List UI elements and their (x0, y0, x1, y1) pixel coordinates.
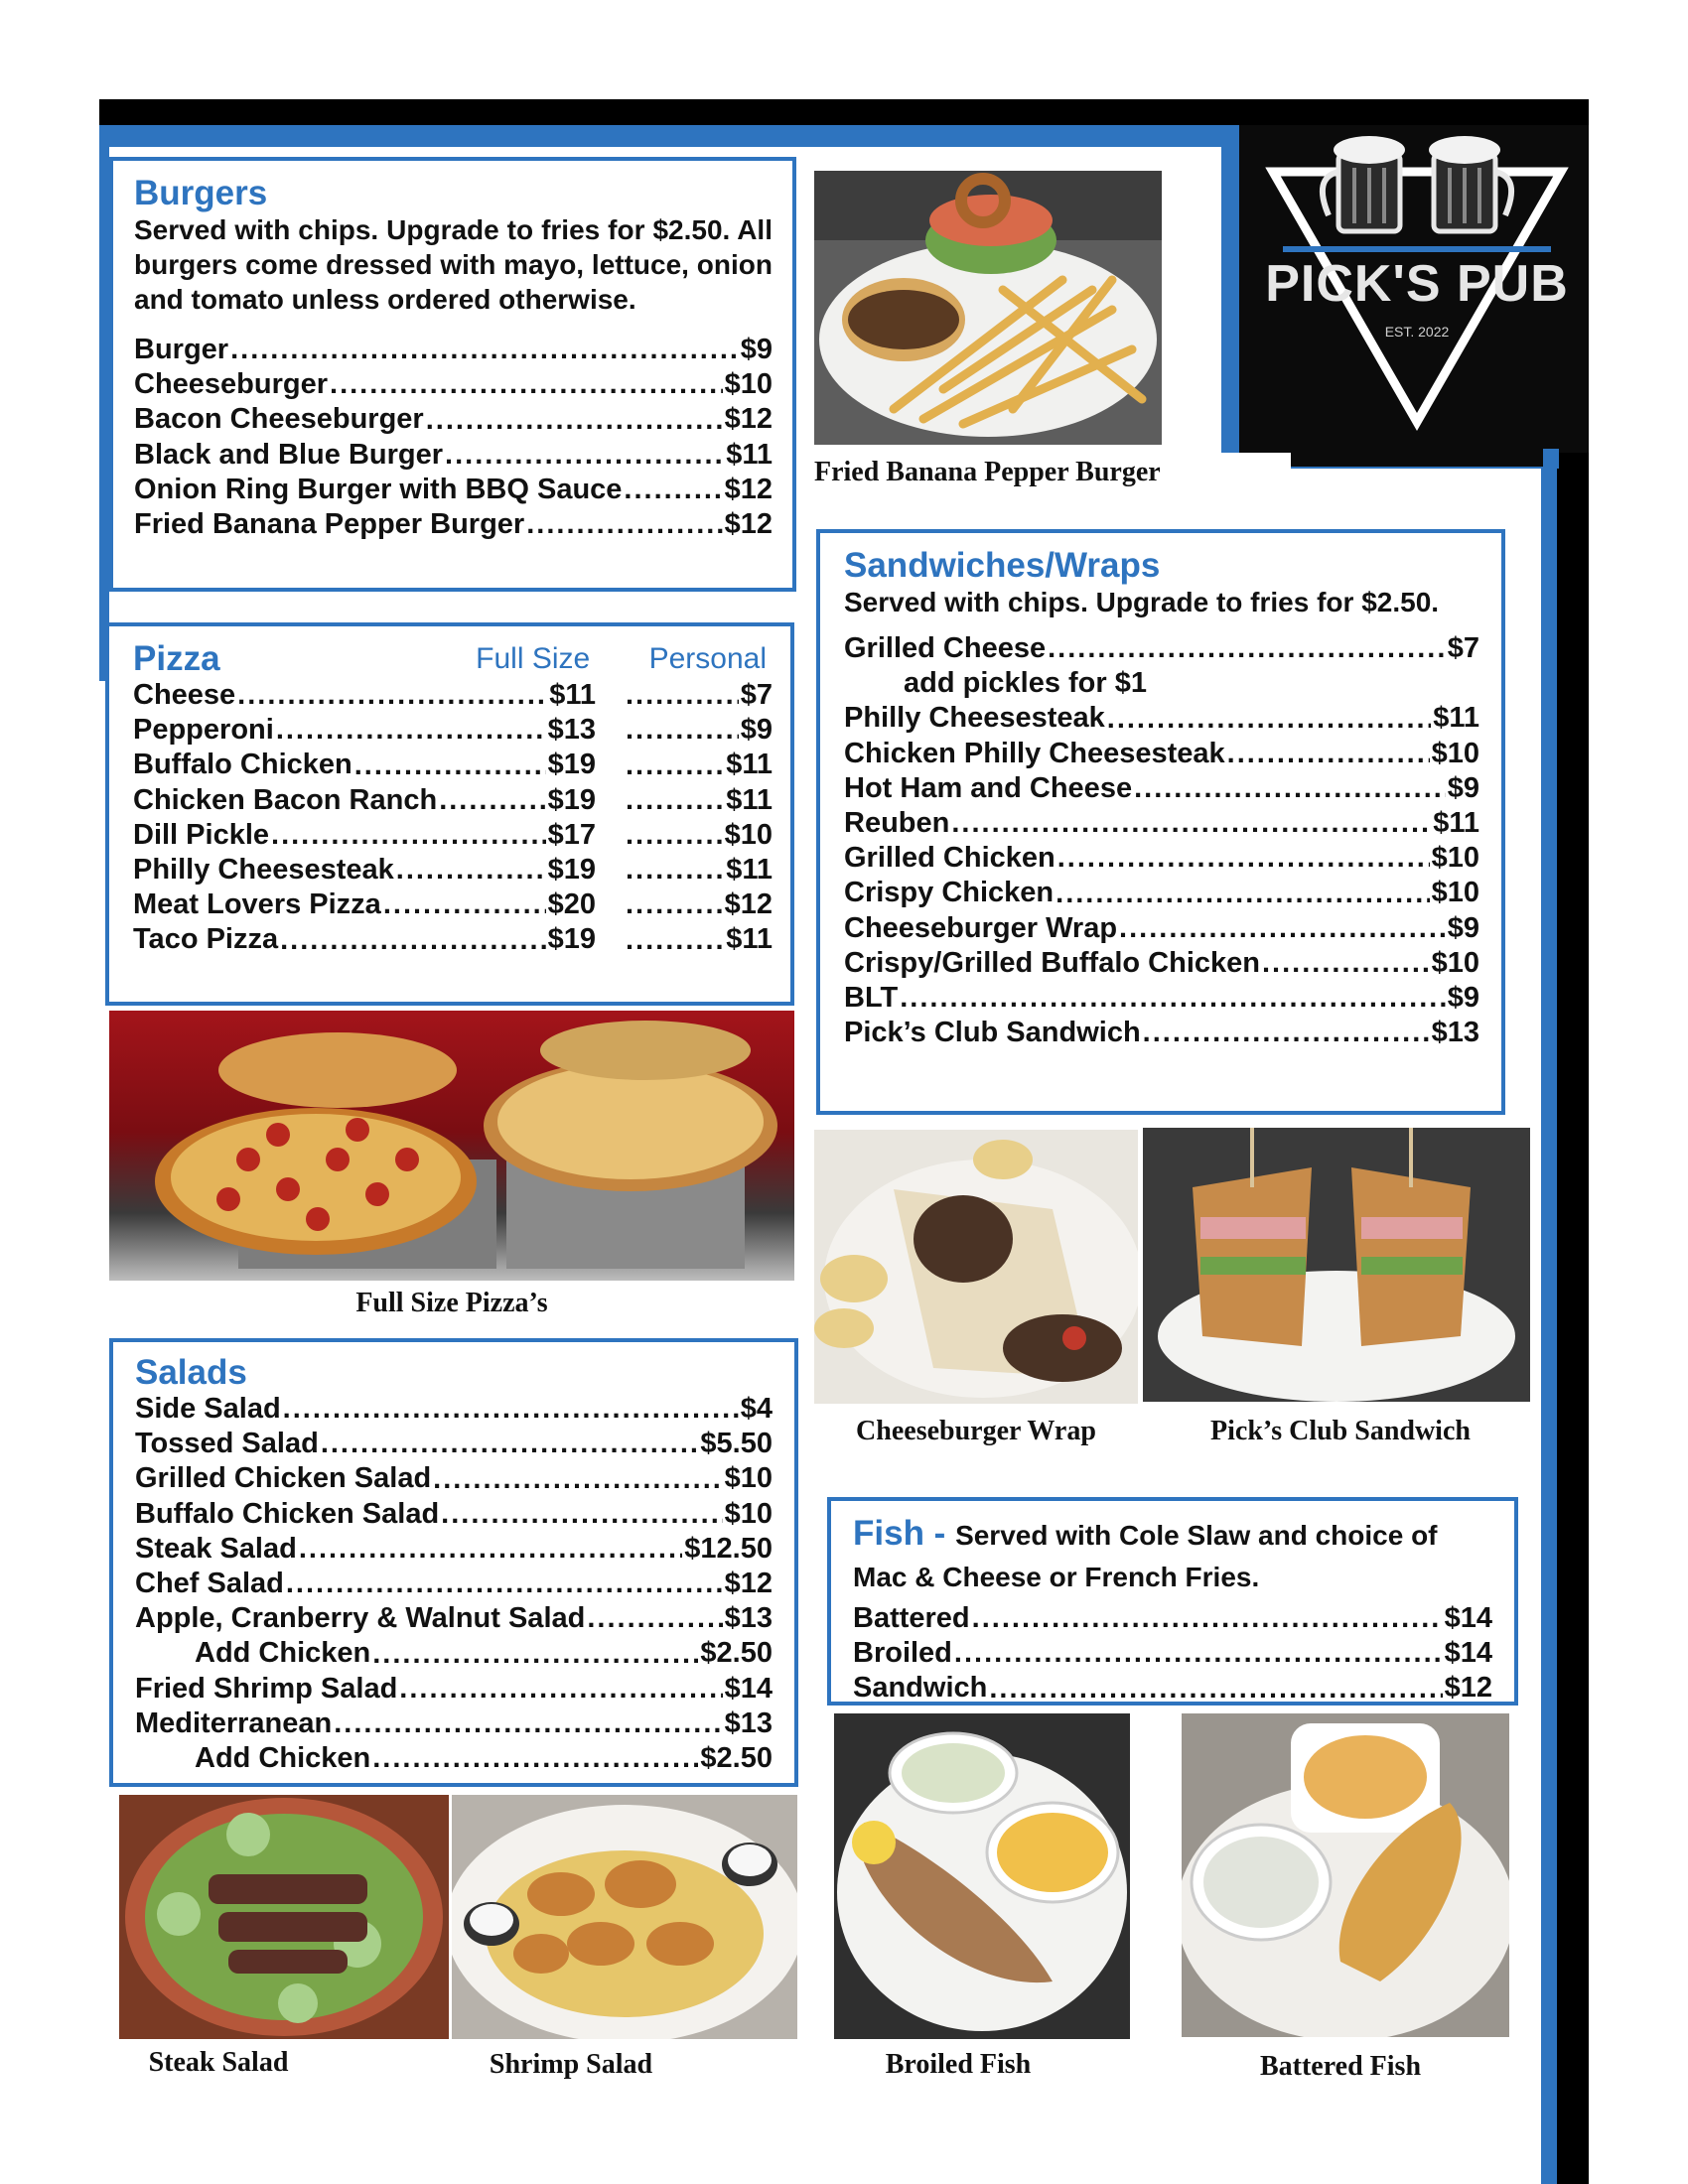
salads-item-name: Add Chicken (195, 1637, 371, 1670)
right-blue-border (1541, 467, 1557, 2184)
burgers-item-name: Cheeseburger (134, 368, 329, 401)
leader-dots (626, 923, 724, 958)
sandwiches-item-price: $9 (1447, 982, 1479, 1015)
sandwiches-item-price: $10 (1431, 737, 1479, 769)
leader-dots (626, 818, 723, 853)
salads-item-name: Grilled Chicken Salad (135, 1462, 432, 1495)
leader-dots (626, 678, 739, 713)
leader-dots (372, 1741, 698, 1776)
pizza-item-full-price: $13 (547, 714, 596, 747)
sandwiches-item (844, 806, 1479, 841)
left-blue-border (99, 125, 109, 681)
salads-item-price: $10 (724, 1462, 773, 1495)
pizza-item-personal-price: $7 (740, 679, 773, 711)
leader-dots (299, 1532, 682, 1567)
leader-dots (280, 923, 545, 958)
pizza-item-name: Pepperoni (133, 714, 274, 747)
leader-dots (587, 1601, 722, 1636)
leader-dots (1107, 702, 1431, 737)
top-blue-border (99, 125, 1221, 147)
salads-title: Salads (135, 1353, 247, 1392)
leader-dots (396, 853, 546, 887)
sandwiches-item-price: $10 (1431, 842, 1479, 875)
sandwiches-item-price: $10 (1431, 877, 1479, 909)
pizza-item-personal-price: $12 (724, 888, 773, 921)
shrimp-salad-photo (452, 1795, 797, 2039)
burgers-item-price: $12 (724, 508, 773, 541)
sandwiches-item-name: Grilled Chicken (844, 842, 1055, 875)
burgers-title: Burgers (134, 174, 268, 212)
sandwiches-item (844, 666, 1479, 701)
leader-dots (989, 1672, 1442, 1706)
leader-dots (441, 1497, 722, 1532)
logo-name: PICK'S PUB (1265, 255, 1569, 313)
burgers-item (134, 333, 773, 367)
burgers-item (134, 438, 773, 473)
caption-cheeseburger-wrap: Cheeseburger Wrap (856, 1416, 1096, 1446)
leader-dots (283, 1392, 739, 1427)
salads-item (135, 1461, 773, 1496)
sandwiches-item (844, 911, 1479, 946)
salads-item-name: Chef Salad (135, 1568, 284, 1600)
leader-dots (433, 1462, 722, 1497)
club-sandwich-photo (1143, 1128, 1530, 1402)
sandwiches-item-name: Cheeseburger Wrap (844, 911, 1118, 944)
fish-item (853, 1601, 1492, 1636)
leader-dots (951, 806, 1431, 841)
pizza-item-name: Taco Pizza (133, 923, 279, 956)
burgers-item-name: Bacon Cheeseburger (134, 403, 424, 436)
fish-item-name: Broiled (853, 1637, 952, 1670)
caption-broiled-fish: Broiled Fish (885, 2049, 1032, 2080)
sandwiches-item-price: $11 (1433, 702, 1479, 735)
leader-dots (372, 1637, 698, 1672)
salads-item (135, 1392, 773, 1427)
pizza-item-full-price: $19 (547, 783, 596, 816)
salads-item-name: Apple, Cranberry & Walnut Salad (135, 1602, 586, 1635)
salads-item-price: $10 (724, 1497, 773, 1530)
sandwiches-item-price: $10 (1431, 946, 1479, 979)
leader-dots (271, 818, 546, 853)
leader-dots (321, 1427, 699, 1461)
fish-description: Served with Cole Slaw and choice of Mac & Cheese or French Fries. (853, 1520, 1438, 1592)
burgers-description: Served with chips. Upgrade to fries for $2.50. All burgers come dressed with mayo, lettuce, onion and tomato unless ordered otherwise. (134, 214, 773, 315)
caption-banana-burger: Fried Banana Pepper Burger (814, 457, 1161, 487)
sandwiches-item-price: $9 (1447, 911, 1479, 944)
burgers-item (134, 473, 773, 507)
pizza-item-name: Meat Lovers Pizza (133, 888, 381, 921)
salads-item-name: Fried Shrimp Salad (135, 1672, 398, 1705)
sandwiches-item (844, 701, 1479, 736)
sandwiches-item-name: Pick’s Club Sandwich (844, 1017, 1141, 1049)
fish-item-name: Battered (853, 1602, 970, 1634)
fish-item-price: $14 (1444, 1637, 1492, 1670)
salads-item (135, 1741, 773, 1776)
pizza-item-full-price: $17 (547, 818, 596, 851)
burgers-list (134, 333, 773, 542)
leader-dots (624, 473, 722, 507)
leader-dots (445, 438, 724, 473)
logo-black-strip (1291, 449, 1543, 467)
sandwiches-item (844, 771, 1479, 806)
leader-dots (1119, 911, 1446, 946)
leader-dots (626, 749, 724, 783)
sandwiches-item (844, 946, 1479, 981)
fish-title: Fish - (853, 1514, 956, 1553)
caption-shrimp-salad: Shrimp Salad (489, 2049, 653, 2080)
sandwiches-item (844, 1016, 1479, 1050)
fish-item (853, 1636, 1492, 1671)
leader-dots (900, 981, 1446, 1016)
salads-item (135, 1532, 773, 1567)
salads-item (135, 1497, 773, 1532)
salads-item-name: Buffalo Chicken Salad (135, 1497, 440, 1530)
leader-dots (330, 367, 723, 402)
sandwiches-item-name: Hot Ham and Cheese (844, 771, 1133, 804)
salads-section (109, 1338, 798, 1787)
leader-dots (1227, 737, 1430, 771)
sandwiches-item-price: $11 (1433, 807, 1479, 840)
caption-steak-salad: Steak Salad (148, 2047, 289, 2078)
pizza-item (133, 922, 773, 957)
pizza-col-full: Full Size (476, 642, 591, 675)
pizza-item-personal-price: $10 (724, 818, 773, 851)
sandwiches-item-price: $7 (1447, 632, 1479, 664)
salads-item-name: Steak Salad (135, 1532, 297, 1565)
caption-club-sandwich: Pick’s Club Sandwich (1210, 1416, 1471, 1446)
top-border (99, 99, 1589, 125)
pizza-item-name: Dill Pickle (133, 818, 270, 851)
salads-item (135, 1601, 773, 1636)
pizza-photo (109, 1011, 794, 1281)
pizza-item (133, 783, 773, 818)
salads-item-price: $4 (740, 1393, 773, 1425)
burgers-item (134, 507, 773, 542)
pizza-item-personal-price: $9 (740, 714, 773, 747)
salads-item (135, 1567, 773, 1601)
leader-dots (1134, 771, 1446, 806)
leader-dots (439, 783, 545, 818)
pizza-list (133, 678, 773, 958)
sandwiches-item-name: BLT (844, 982, 899, 1015)
leader-dots (626, 887, 723, 922)
leader-dots (1048, 631, 1446, 666)
fish-item-name: Sandwich (853, 1672, 988, 1705)
pizza-col-personal: Personal (648, 642, 767, 675)
salads-item (135, 1706, 773, 1741)
sandwiches-item-name: Reuben (844, 807, 950, 840)
salads-item-price: $13 (724, 1706, 773, 1739)
salads-item-price: $5.50 (700, 1428, 773, 1460)
salads-item (135, 1427, 773, 1461)
salads-item-name: Mediterranean (135, 1706, 333, 1739)
pizza-item-full-price: $19 (547, 854, 596, 887)
burgers-item-name: Black and Blue Burger (134, 438, 444, 471)
burgers-item-price: $12 (724, 403, 773, 436)
salads-item-price: $12 (724, 1568, 773, 1600)
sandwiches-item-name: Grilled Cheese (844, 632, 1047, 664)
fish-item-price: $14 (1444, 1602, 1492, 1634)
salads-item-name: Side Salad (135, 1393, 281, 1425)
pub-logo (1253, 124, 1581, 432)
pizza-item-name: Cheese (133, 679, 236, 711)
sandwiches-title: Sandwiches/Wraps (844, 546, 1161, 585)
broiled-fish-photo (834, 1713, 1130, 2039)
salads-item-name: Add Chicken (195, 1742, 371, 1775)
pizza-item-personal-price: $11 (726, 923, 773, 956)
leader-dots (276, 713, 546, 748)
fish-section (827, 1497, 1518, 1706)
burgers-item-name: Fried Banana Pepper Burger (134, 508, 525, 541)
leader-dots (1143, 1016, 1430, 1050)
sandwiches-item-name: Crispy/Grilled Buffalo Chicken (844, 946, 1260, 979)
burgers-item (134, 367, 773, 402)
burgers-section (109, 157, 796, 592)
leader-dots (1055, 877, 1429, 911)
pizza-item-personal-price: $11 (726, 749, 773, 781)
sandwiches-item-name: Philly Cheesesteak (844, 702, 1105, 735)
leader-dots (354, 749, 546, 783)
sandwiches-list (844, 631, 1479, 1050)
burgers-item-price: $10 (724, 368, 773, 401)
burgers-item-price: $12 (724, 473, 773, 505)
banana-burger-photo (814, 171, 1162, 445)
sandwiches-item (844, 981, 1479, 1016)
burgers-item-name: Burger (134, 334, 229, 365)
leader-dots (526, 507, 722, 542)
salads-list (135, 1392, 773, 1776)
sandwiches-item-price: $9 (1447, 771, 1479, 804)
pizza-item-name: Buffalo Chicken (133, 749, 352, 781)
burgers-item (134, 402, 773, 437)
pizza-item (133, 818, 773, 853)
salads-item (135, 1636, 773, 1671)
leader-dots (383, 887, 546, 922)
leader-dots (399, 1672, 722, 1706)
fish-list (853, 1601, 1492, 1706)
sandwiches-item-name: Crispy Chicken (844, 877, 1055, 909)
leader-dots (626, 783, 724, 818)
pizza-item-full-price: $19 (547, 749, 596, 781)
pizza-item (133, 887, 773, 922)
leader-dots (1057, 841, 1430, 876)
pizza-item-personal-price: $11 (726, 854, 773, 887)
leader-dots (334, 1706, 722, 1741)
pizza-item-full-price: $20 (547, 888, 596, 921)
cheeseburger-wrap-photo (814, 1130, 1138, 1404)
pizza-item (133, 713, 773, 748)
salads-item-price: $2.50 (700, 1637, 773, 1670)
sandwiches-item (844, 737, 1479, 771)
leader-dots (954, 1636, 1443, 1671)
caption-pizzas: Full Size Pizza’s (355, 1288, 548, 1318)
salads-item-price: $2.50 (700, 1742, 773, 1775)
logo-est: EST. 2022 (1384, 324, 1450, 340)
burgers-item-price: $9 (740, 334, 773, 365)
leader-dots (237, 678, 547, 713)
pizza-item-name: Philly Cheesesteak (133, 854, 394, 887)
salads-item-price: $13 (724, 1602, 773, 1635)
leader-dots (972, 1601, 1443, 1636)
salads-item (135, 1672, 773, 1706)
sandwiches-item (844, 631, 1479, 666)
salads-item-price: $14 (724, 1672, 773, 1705)
burgers-item-price: $11 (726, 438, 773, 471)
salads-item-price: $12.50 (684, 1532, 773, 1565)
battered-fish-photo (1182, 1713, 1509, 2037)
sandwiches-description: Served with chips. Upgrade to fries for $2.50. (844, 587, 1440, 617)
pizza-item (133, 853, 773, 887)
sandwiches-item-name: Chicken Philly Cheesesteak (844, 737, 1225, 769)
leader-dots (626, 713, 739, 748)
fish-item (853, 1671, 1492, 1706)
pizza-section (105, 622, 794, 1006)
steak-salad-photo (119, 1795, 449, 2039)
caption-battered-fish: Battered Fish (1259, 2051, 1422, 2082)
leader-dots (626, 853, 724, 887)
burgers-item-name: Onion Ring Burger with BBQ Sauce (134, 473, 623, 505)
fish-item-price: $12 (1444, 1672, 1492, 1705)
pizza-item-full-price: $11 (549, 679, 596, 711)
sandwiches-section (816, 529, 1505, 1115)
logo-blue-edge (1221, 125, 1239, 453)
sandwiches-item-price: $13 (1431, 1017, 1479, 1049)
leader-dots (230, 333, 739, 367)
leader-dots (1262, 946, 1430, 981)
pizza-item-personal-price: $11 (726, 783, 773, 816)
leader-dots (426, 403, 723, 438)
pizza-item (133, 748, 773, 782)
sandwiches-item-name: add pickles for $1 (904, 667, 1147, 700)
sandwiches-item (844, 876, 1479, 910)
beer-mugs-icon (1323, 136, 1511, 231)
pizza-title: Pizza (133, 639, 220, 678)
pizza-item (133, 678, 773, 713)
pizza-item-name: Chicken Bacon Ranch (133, 783, 438, 816)
salads-item-name: Tossed Salad (135, 1428, 319, 1460)
pizza-item-full-price: $19 (547, 923, 596, 956)
leader-dots (286, 1567, 723, 1601)
sandwiches-item (844, 841, 1479, 876)
